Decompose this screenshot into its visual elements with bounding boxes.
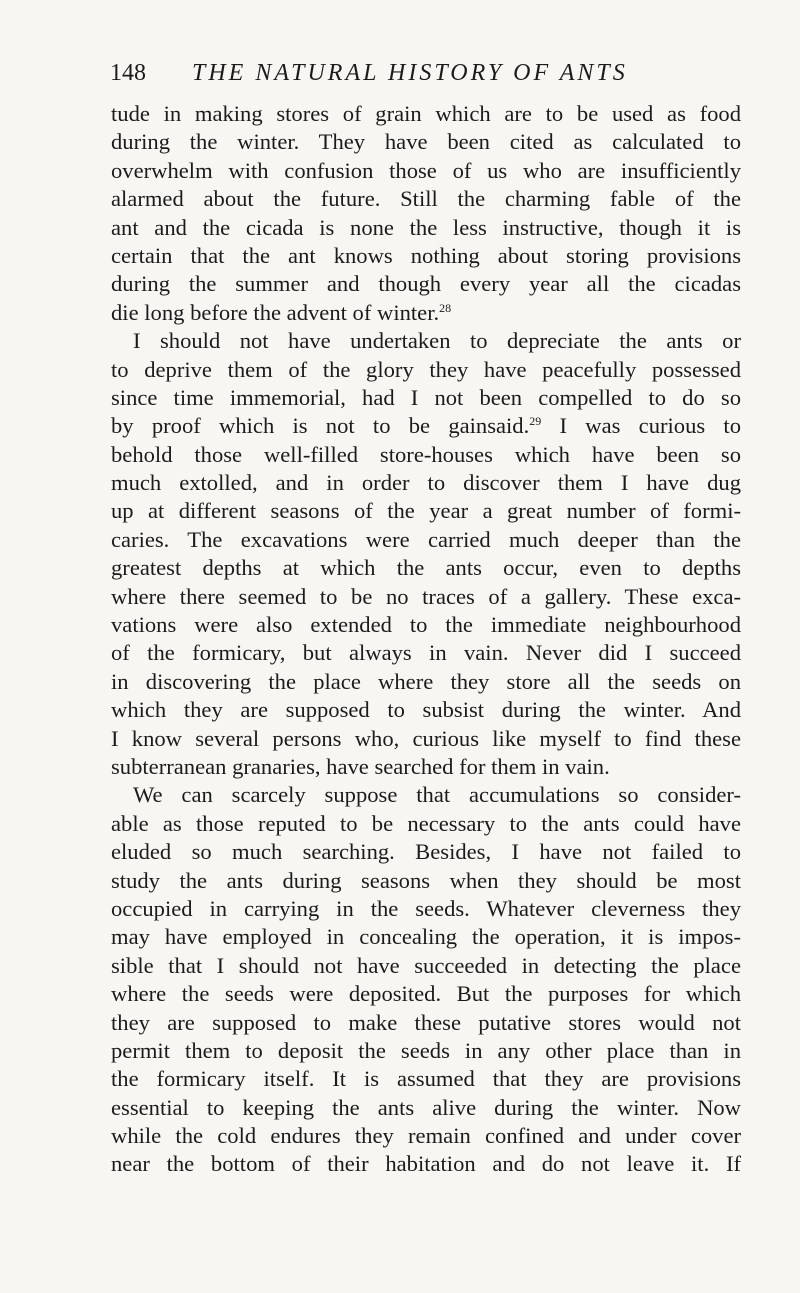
text-line: where the seeds were deposited. But the purposes for which (111, 981, 741, 1007)
line-text: by proof which is not to be gainsaid. (111, 413, 530, 439)
text-line: vations were also extended to the immediate neighbourhood (111, 612, 741, 638)
text-line: where there seemed to be no traces of a gallery. These exca- (111, 583, 741, 609)
text-line: eluded so much searching. Besides, I have not failed to (111, 839, 741, 865)
text-line: since time immemorial, had I not been compelled to do so (111, 384, 741, 410)
text-line: they are supposed to make these putative stores would not (111, 1009, 741, 1035)
text-line: to deprive them of the glory they have peacefully possessed (111, 356, 741, 382)
body-text (111, 100, 741, 1179)
text-line: may have employed in concealing the operation, it is impos- (111, 924, 741, 950)
text-line: during the summer and though every year all the cicadas (111, 271, 741, 297)
text-line: subterranean granaries, have searched for them in vain. (111, 753, 610, 779)
text-line: the formicary itself. It is assumed that they are provisions (111, 1066, 741, 1092)
text-line: I should not have undertaken to depreciate the ants or (133, 328, 741, 354)
text-line (111, 299, 741, 327)
text-line: near the bottom of their habitation and do not leave it. If (111, 1151, 741, 1177)
text-line: overwhelm with confusion those of us who are insufficiently (111, 157, 741, 183)
text-line: greatest depths at which the ants occur, even to depths (111, 555, 741, 581)
text-line: while the cold endures they remain confined and under cover (111, 1123, 741, 1149)
text-line: sible that I should not have succeeded in detecting the place (111, 952, 741, 978)
text-line: alarmed about the future. Still the charming fable of the (111, 186, 741, 212)
text-line: essential to keeping the ants alive during the winter. Now (111, 1094, 741, 1120)
text-line: much extolled, and in order to discover them I have dug (111, 470, 741, 496)
text-line: behold those well-filled store-houses which have been so (111, 441, 741, 467)
book-title: THE NATURAL HISTORY OF ANTS (192, 60, 628, 86)
text-line: caries. The excavations were carried much deeper than the (111, 526, 741, 552)
page-number: 148 (110, 60, 146, 86)
running-head (110, 60, 750, 94)
text-line: certain that the ant knows nothing about storing provisions (111, 242, 741, 268)
text-line: up at different seasons of the year a great number of formi- (111, 498, 741, 524)
text-line: We can scarcely suppose that accumulations so consider- (133, 782, 741, 808)
text-line: which they are supposed to subsist during the winter. And (111, 697, 741, 723)
text-line: able as those reputed to be necessary to the ants could have (111, 810, 741, 836)
text-line: study the ants during seasons when they should be most (111, 867, 741, 893)
text-line: of the formicary, but always in vain. Never did I succeed (111, 640, 741, 666)
text-line: during the winter. They have been cited as calculated to (111, 129, 741, 155)
line-text: I was curious to (541, 413, 741, 439)
text-line: tude in making stores of grain which are to be used as food (111, 101, 741, 126)
text-line (111, 412, 741, 440)
text-line: permit them to deposit the seeds in any other place than in (111, 1037, 741, 1063)
text-line: in discovering the place where they store all the seeds on (111, 668, 741, 694)
footnote-marker: 29 (529, 414, 542, 429)
text-line: occupied in carrying in the seeds. Whatever cleverness they (111, 895, 741, 921)
text-line: I know several persons who, curious like myself to find these (111, 725, 741, 751)
text-line: ant and the cicada is none the less instructive, though it is (111, 214, 741, 240)
line-text: die long before the advent of winter. (111, 299, 440, 325)
footnote-marker: 28 (439, 300, 452, 315)
